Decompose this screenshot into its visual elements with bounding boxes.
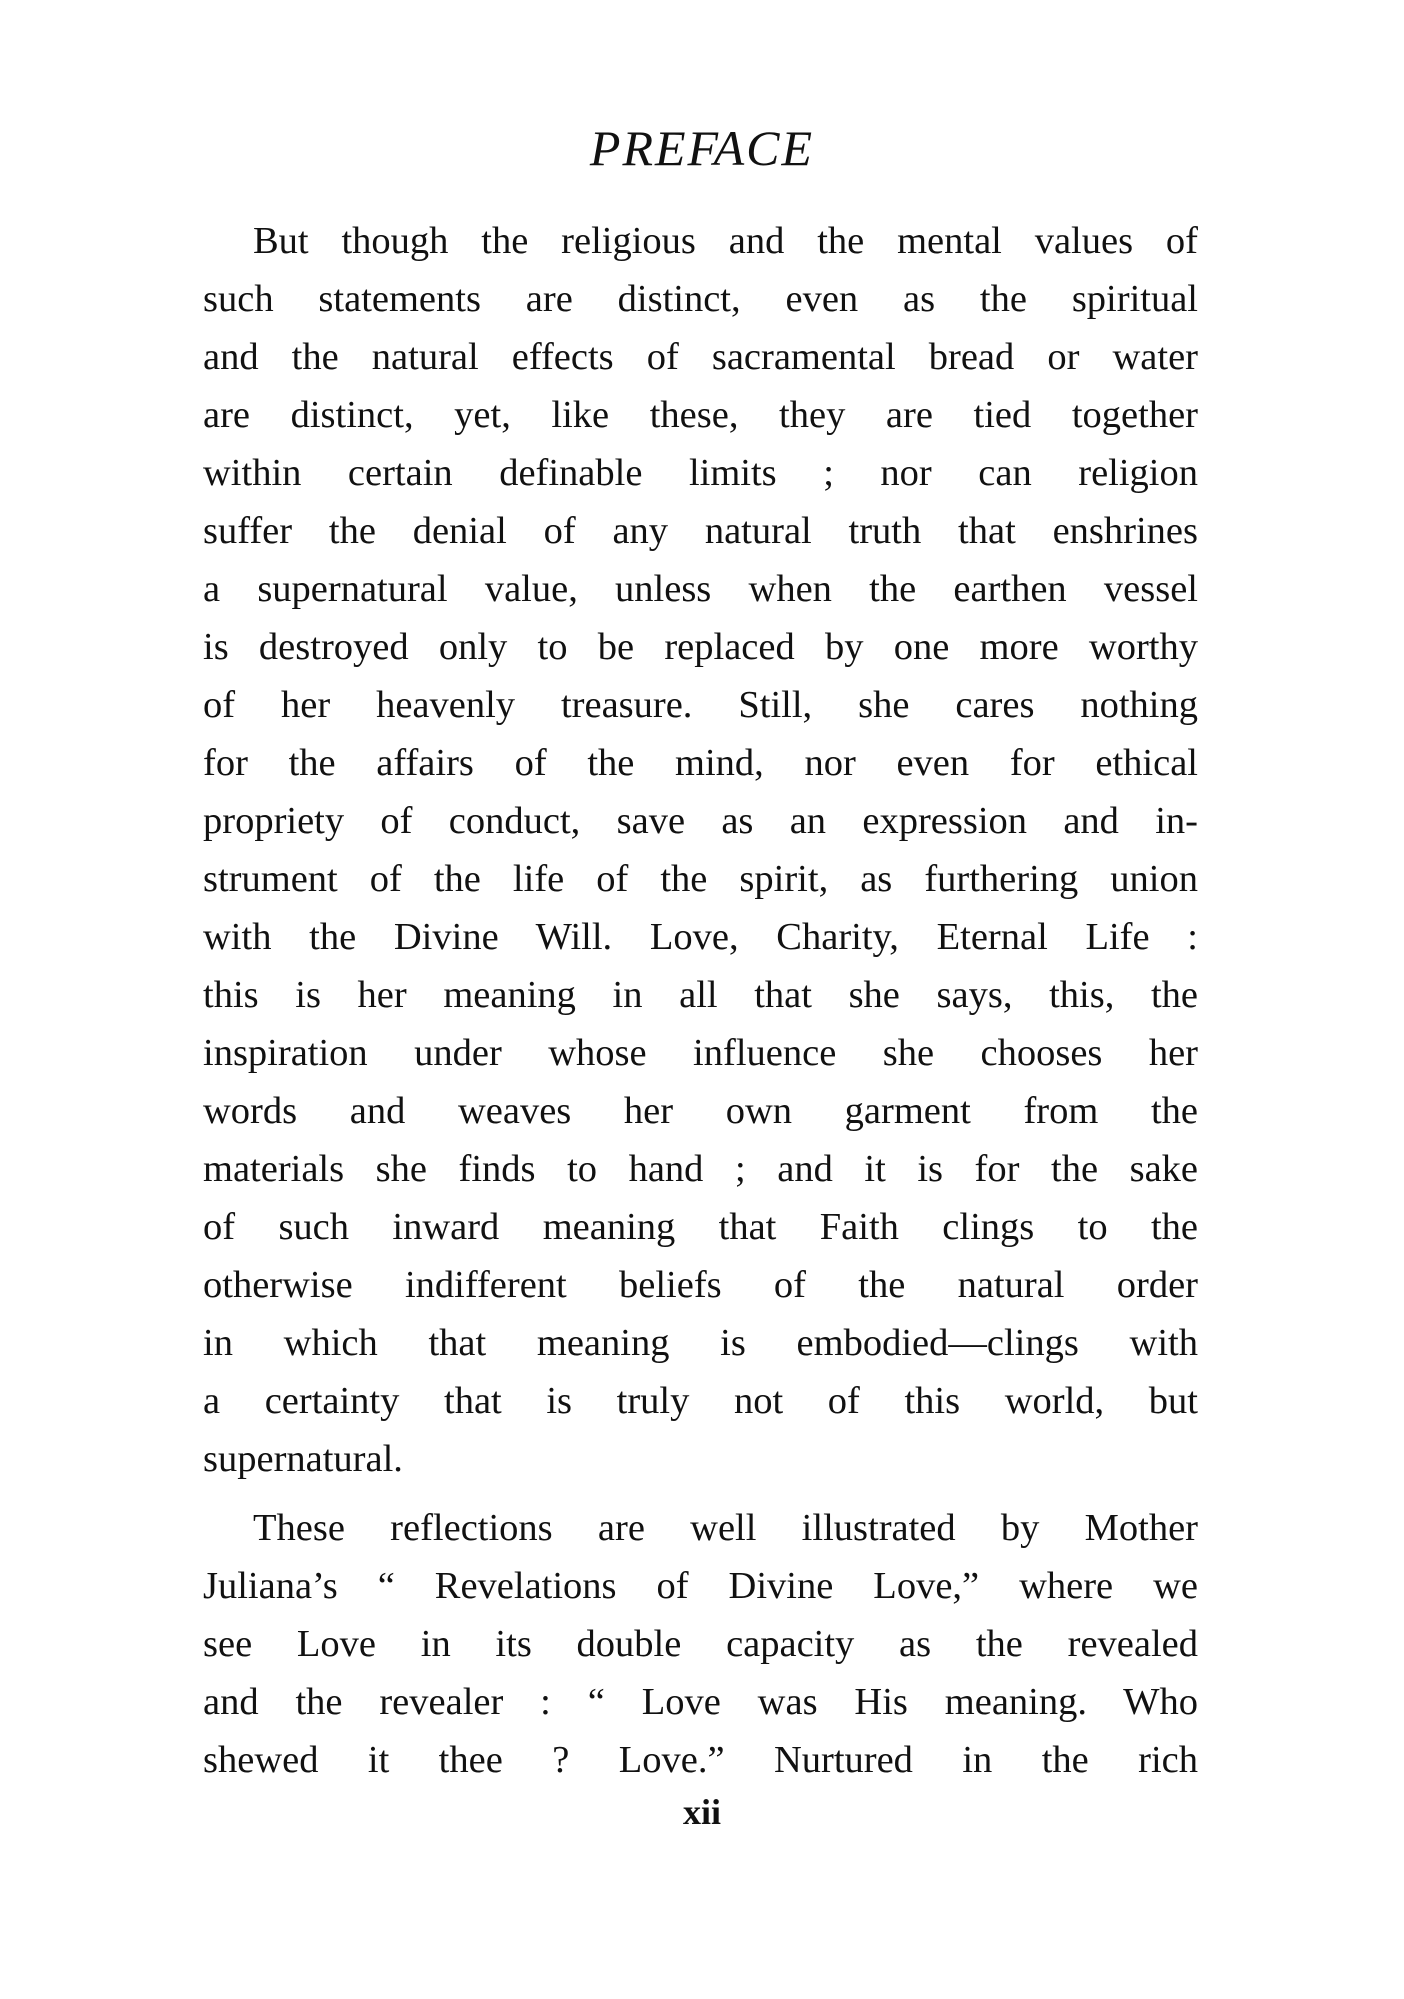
text-line: of such inward meaning that Faith clings to the [203, 1206, 1198, 1248]
text-line: are distinct, yet, like these, they are tied together [203, 394, 1198, 436]
text-line: for the affairs of the mind, nor even for ethical [203, 742, 1198, 784]
text-line: is destroyed only to be replaced by one more worthy [203, 626, 1198, 668]
text-line: Juliana’s “ Revelations of Divine Love,” where we [203, 1565, 1198, 1607]
text-line: a supernatural value, unless when the earthen vessel [203, 568, 1198, 610]
running-head: PREFACE [589, 120, 815, 176]
text-line: and the revealer : “ Love was His meaning. Who [203, 1681, 1198, 1723]
text-line: see Love in its double capacity as the revealed [203, 1623, 1198, 1665]
page-number: xii [682, 1792, 721, 1832]
text-line: words and weaves her own garment from the [203, 1090, 1198, 1132]
text-line: strument of the life of the spirit, as furthering union [203, 858, 1198, 900]
text-line: of her heavenly treasure. Still, she cares nothing [203, 684, 1198, 726]
text-line: this is her meaning in all that she says, this, the [203, 974, 1198, 1016]
paragraph-1 [203, 212, 1198, 1488]
text-line: a certainty that is truly not of this world, but [203, 1380, 1198, 1422]
text-line: But though the religious and the mental values of [253, 220, 1198, 262]
text-line: materials she finds to hand ; and it is for the sake [203, 1148, 1198, 1190]
text-line: within certain definable limits ; nor can religion [203, 452, 1198, 494]
text-line: inspiration under whose influence she chooses her [203, 1032, 1198, 1074]
text-line: otherwise indifferent beliefs of the natural order [203, 1264, 1198, 1306]
text-line: with the Divine Will. Love, Charity, Eternal Life : [203, 916, 1198, 958]
text-line: shewed it thee ? Love.” Nurtured in the rich [203, 1739, 1198, 1781]
text-line: suffer the denial of any natural truth that enshrines [203, 510, 1198, 552]
text-line: such statements are distinct, even as the spiritual [203, 278, 1198, 320]
text-line: These reflections are well illustrated by Mother [253, 1507, 1198, 1549]
text-line: and the natural effects of sacramental bread or water [203, 336, 1198, 378]
text-line: propriety of conduct, save as an expression and in- [203, 800, 1198, 842]
paragraph-2 [203, 1499, 1198, 1789]
text-line: in which that meaning is embodied—clings with [203, 1322, 1198, 1364]
text-line: supernatural. [203, 1438, 403, 1480]
